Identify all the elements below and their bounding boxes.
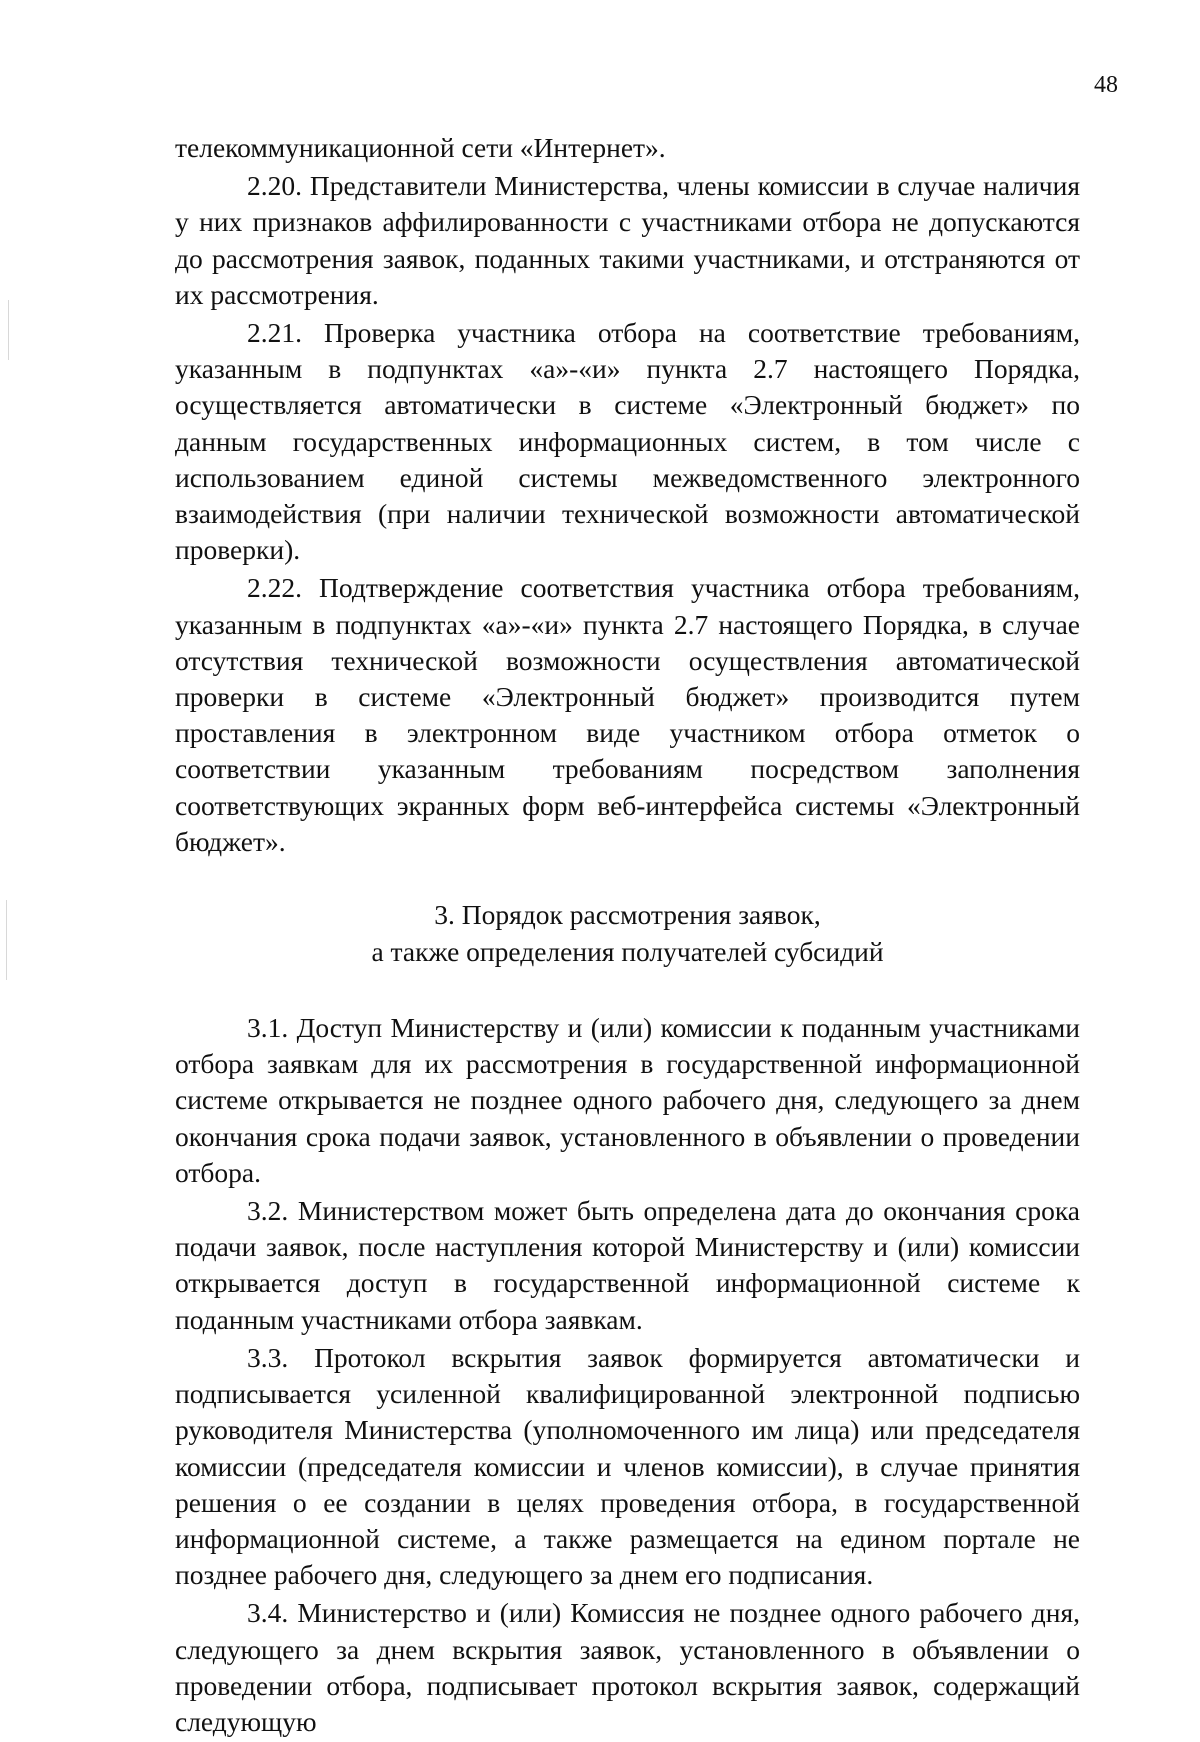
paragraph-2-20: 2.20. Представители Министерства, члены комиссии в случае наличия у них признаков аффилированности с участниками отбора не допускаются до рассмотрения заявок, поданных такими участниками, и отстраняются от их рассмотрения. xyxy=(175,170,1080,310)
section-3-heading xyxy=(175,896,1080,970)
page-number: 48 xyxy=(1094,72,1118,98)
paragraph-continuation: телекоммуникационной сети «Интернет». xyxy=(175,132,666,163)
paragraph-3-3: 3.3. Протокол вскрытия заявок формируется автоматически и подписывается усиленной квалифицированной электронной подписью руководителя Министерства (уполномоченного им лица) или председателя комиссии (председателя комиссии и членов комиссии), в случае принятия решения о ее создании в целях проведения отбора, в государственной информационной системе, а также размещается на едином портале не позднее рабочего дня, следующего за днем его подписания. xyxy=(175,1341,1080,1591)
paragraph-2-21: 2.21. Проверка участника отбора на соответствие требованиям, указанным в подпунктах «а»-«и» пункта 2.7 настоящего Порядка, осуществляется автоматически в системе «Электронный бюджет» по данным государственных информационных систем, в том числе с использованием единой системы межведомственного электронного взаимодействия (при наличии технической возможности автоматической проверки). xyxy=(175,317,1080,566)
paragraph-3-4: 3.4. Министерство и (или) Комиссия не позднее одного рабочего дня, следующего за днем вскрытия заявок, установленного в объявлении о проведении отбора, подписывает протокол вскрытия заявок, содержащий следующую xyxy=(175,1597,1080,1737)
section-heading-line-1: 3. Порядок рассмотрения заявок, xyxy=(434,899,821,931)
paragraph-2-22: 2.22. Подтверждение соответствия участника отбора требованиям, указанным в подпунктах «а»-«и» пункта 2.7 настоящего Порядка, в случае отсутствия технической возможности осуществления автоматической проверки в системе «Электронный бюджет» производится путем проставления в электронном виде участником отбора отметок о соответствии указанным требованиям посредством заполнения соответствующих экранных форм веб-интерфейса системы «Электронный бюджет». xyxy=(175,572,1080,857)
scan-artifact-left-lower xyxy=(6,900,7,980)
document-body xyxy=(175,130,1080,1742)
scan-artifact-left xyxy=(8,300,9,360)
paragraph-3-2: 3.2. Министерством может быть определена дата до окончания срока подачи заявок, после наступления которой Министерству и (или) комиссии открывается доступ в государственной информационной системе к поданным участниками отбора заявкам. xyxy=(175,1195,1080,1335)
paragraph-3-1: 3.1. Доступ Министерству и (или) комиссии к поданным участниками отбора заявкам для их рассмотрения в государственной информационной системе открывается не позднее одного рабочего дня, следующего за днем окончания срока подачи заявок, установленного в объявлении о проведении отбора. xyxy=(175,1012,1080,1188)
section-heading-line-2: а также определения получателей субсидий xyxy=(371,936,884,968)
